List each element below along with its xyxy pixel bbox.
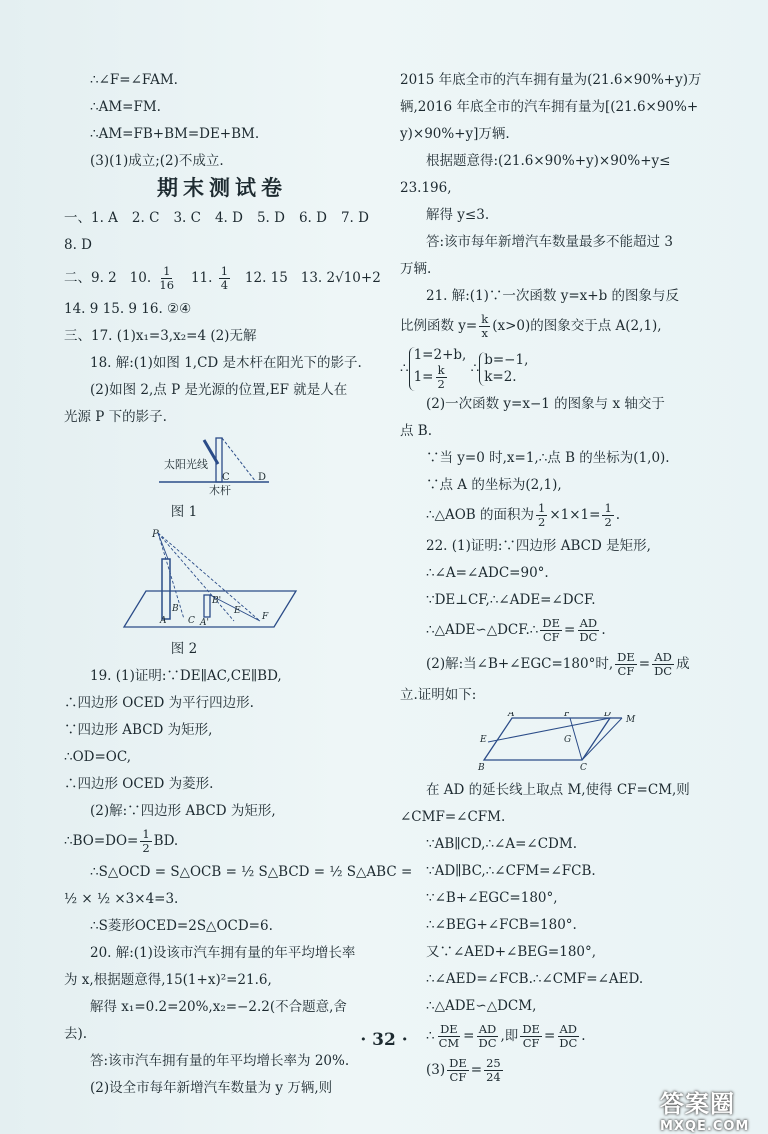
text-line: ∵DE⊥CF,∴∠ADE=∠DCF.: [426, 592, 596, 608]
text-line: 解得 x₁=0.2=20%,x₂=−2.2(不合题意,舍: [90, 999, 347, 1015]
svg-text:G: G: [564, 735, 572, 745]
answer: 5. D: [256, 210, 285, 226]
answer: 3. C: [173, 210, 201, 226]
text-line: 21. 解:(1)∵一次函数 y=x+b 的图象与反: [426, 288, 680, 304]
text-line: ∴AM=FM.: [90, 99, 161, 115]
answer: 7. D: [340, 210, 369, 226]
equation-system: ∴ 1=2+b, 1= $\frac{k}{2}$ ∴ b=−1, k=2.: [400, 347, 529, 391]
text-line: 19. (1)证明:∵DE∥AC,CE∥BD,: [90, 668, 282, 684]
text-line: ½ × ½ ×3×4=3.: [64, 891, 179, 907]
text-line: 点 B.: [400, 423, 433, 439]
text-line: ∴AM=FB+BM=DE+BM.: [90, 126, 260, 142]
svg-text:D: D: [258, 472, 267, 483]
text-line: ∴ $\frac{DE}{CM}$ = $\frac{AD}{DC}$ ,即 $\frac{DE}{CF}$ = $\frac{AD}{DC}$ .: [426, 1022, 586, 1050]
fraction: $\frac{1}{4}$: [220, 264, 229, 292]
svg-text:C: C: [188, 616, 195, 626]
svg-text:E: E: [480, 735, 487, 745]
text-line: 答:该市每年新增汽车数量最多不能超过 3: [426, 234, 673, 250]
answer: 6. D: [298, 210, 327, 226]
sun-ray-label: 太阳光线: [164, 458, 208, 471]
figure-1: [64, 434, 380, 496]
text-line: ∴∠F=∠FAM.: [90, 72, 178, 88]
text-line: ∠CMF=∠CFM.: [400, 809, 506, 825]
pole-label: 木杆: [209, 484, 231, 496]
text-line: ∴BO=DO= $\frac{1}{2}$ BD.: [64, 827, 179, 855]
right-column: [400, 70, 722, 1091]
svg-text:D: D: [604, 712, 612, 719]
svg-text:F: F: [564, 712, 571, 719]
text-line: y)×90%+y]万辆.: [400, 126, 510, 142]
text-line: ∴S△OCD = S△OCB = ½ S△BCD = ½ S△ABC =: [90, 864, 413, 880]
text-line: ∵当 y=0 时,x=1,∴点 B 的坐标为(1,0).: [426, 450, 670, 466]
text-line: 万辆.: [400, 261, 432, 277]
text-line: (2)解:∵四边形 ABCD 为矩形,: [90, 803, 276, 819]
text-line: 光源 P 下的影子.: [64, 409, 167, 425]
text-line: 为 x,根据题意得,15(1+x)²=21.6,: [64, 972, 272, 988]
svg-text:A: A: [160, 616, 167, 626]
text-line: ∴∠A=∠ADC=90°.: [426, 565, 549, 581]
text-line: (3) $\frac{DE}{CF}$ = $\frac{25}{24}$: [426, 1056, 501, 1084]
text-line: 在 AD 的延长线上取点 M,使得 CF=CM,则: [426, 782, 690, 798]
figure-3-drawing: [400, 712, 722, 774]
svg-text:C: C: [222, 472, 230, 483]
text-line: ∵点 A 的坐标为(2,1),: [426, 477, 562, 493]
text-line: ∵四边形 ABCD 为矩形,: [64, 722, 213, 738]
text-line: ∴四边形 OCED 为平行四边形.: [64, 695, 254, 711]
text-line: 14. 9 15. 9 16. ②④: [64, 301, 192, 317]
answer: 2. C: [131, 210, 160, 226]
text-line: 又∵∠AED+∠BEG=180°,: [426, 944, 597, 960]
answer: 4. D: [214, 210, 243, 226]
text-line: 三、17. (1)x₁=3,x₂=4 (2)无解: [64, 328, 257, 344]
text-line: 22. (1)证明:∵四边形 ABCD 是矩形,: [426, 538, 651, 554]
svg-text:B: B: [172, 604, 179, 614]
text-line: 18. 解:(1)如图 1,CD 是木杆在阳光下的影子.: [90, 355, 362, 371]
svg-text:P: P: [152, 529, 159, 540]
text-line: (2)一次函数 y=x−1 的图象与 x 轴交于: [426, 396, 665, 412]
figure-caption: 图 2: [170, 641, 198, 657]
figure-caption: 图 1: [170, 504, 198, 520]
text-line: 辆,2016 年底全市的汽车拥有量为[(21.6×90%+: [400, 99, 699, 115]
text-line: (3)(1)成立;(2)不成立.: [90, 153, 224, 169]
text-line: 20. 解:(1)设该市汽车拥有量的年平均增长率: [90, 945, 356, 961]
svg-text:B': B': [212, 596, 222, 606]
section-title: 期末测试卷: [157, 176, 287, 200]
choice-answers: [64, 208, 380, 228]
svg-text:M: M: [626, 715, 636, 725]
svg-text:A: A: [508, 712, 515, 719]
text-line: ∵∠B+∠EGC=180°,: [426, 890, 558, 906]
answer: 一、1. A: [64, 210, 118, 226]
fill-answers: 二、9. 2 10. $\frac{1}{16}$ 11. $\frac{1}{4}$ 12. 15 13. 2√10+2: [64, 264, 381, 292]
figure-1-drawing: [64, 434, 380, 496]
text-line: (2)设全市每年新增汽车数量为 y 万辆,则: [90, 1080, 333, 1096]
fraction: $\frac{1}{16}$: [159, 264, 175, 292]
text-line: 8. D: [64, 237, 92, 253]
text-line: 去).: [64, 1026, 88, 1042]
svg-text:C: C: [580, 763, 587, 773]
text-line: ∴四边形 OCED 为菱形.: [64, 776, 214, 792]
text-line: ∵AB∥CD,∴∠A=∠CDM.: [426, 836, 577, 852]
text-line: (2)解:当∠B+∠EGC=180°时, $\frac{DE}{CF}$ = $\frac{AD}{DC}$ 成: [426, 650, 690, 678]
text-line: ∴∠AED=∠FCB.∴∠CMF=∠AED.: [426, 971, 644, 987]
text-line: ∴△ADE∽△DCM,: [426, 998, 537, 1014]
text-line: 比例函数 y= $\frac{k}{x}$ (x>0)的图象交于点 A(2,1),: [400, 312, 662, 340]
text-line: ∵AD∥BC,∴∠CFM=∠FCB.: [426, 863, 596, 879]
text-line: 根据题意得:(21.6×90%+y)×90%+y≤: [426, 153, 671, 169]
text-line: ∴∠BEG+∠FCB=180°.: [426, 917, 577, 933]
text-line: ∴S菱形OCED=2S△OCD=6.: [90, 918, 273, 934]
text-line: (2)如图 2,点 P 是光源的位置,EF 就是人在: [90, 382, 348, 398]
left-column: [64, 70, 413, 1105]
text-line: ∴△AOB 的面积为 $\frac{1}{2}$ ×1×1= $\frac{1}{2}$ .: [426, 501, 621, 529]
page-number: · 32 ·: [360, 1030, 408, 1050]
svg-text:F: F: [262, 612, 269, 622]
figure-3: [400, 712, 722, 774]
figure-2: [64, 529, 380, 633]
text-line: ∴OD=OC,: [64, 749, 131, 765]
svg-text:A': A': [200, 618, 209, 628]
text-line: 23.196,: [400, 180, 452, 196]
text-line: 立.证明如下:: [400, 687, 477, 703]
svg-text:E: E: [234, 606, 241, 616]
text-line: ∴△ADE∽△DCF.∴ $\frac{DE}{CF}$ = $\frac{AD}{DC}$ .: [426, 616, 606, 644]
svg-text:B: B: [478, 763, 485, 773]
figure-2-drawing: [64, 529, 380, 633]
watermark-logo: 答案圈 MXQE.COM: [660, 1090, 750, 1134]
text-line: 答:该市汽车拥有量的年平均增长率为 20%.: [90, 1053, 350, 1069]
text-line: 解得 y≤3.: [426, 207, 490, 223]
text-line: 2015 年底全市的汽车拥有量为(21.6×90%+y)万: [400, 72, 702, 88]
